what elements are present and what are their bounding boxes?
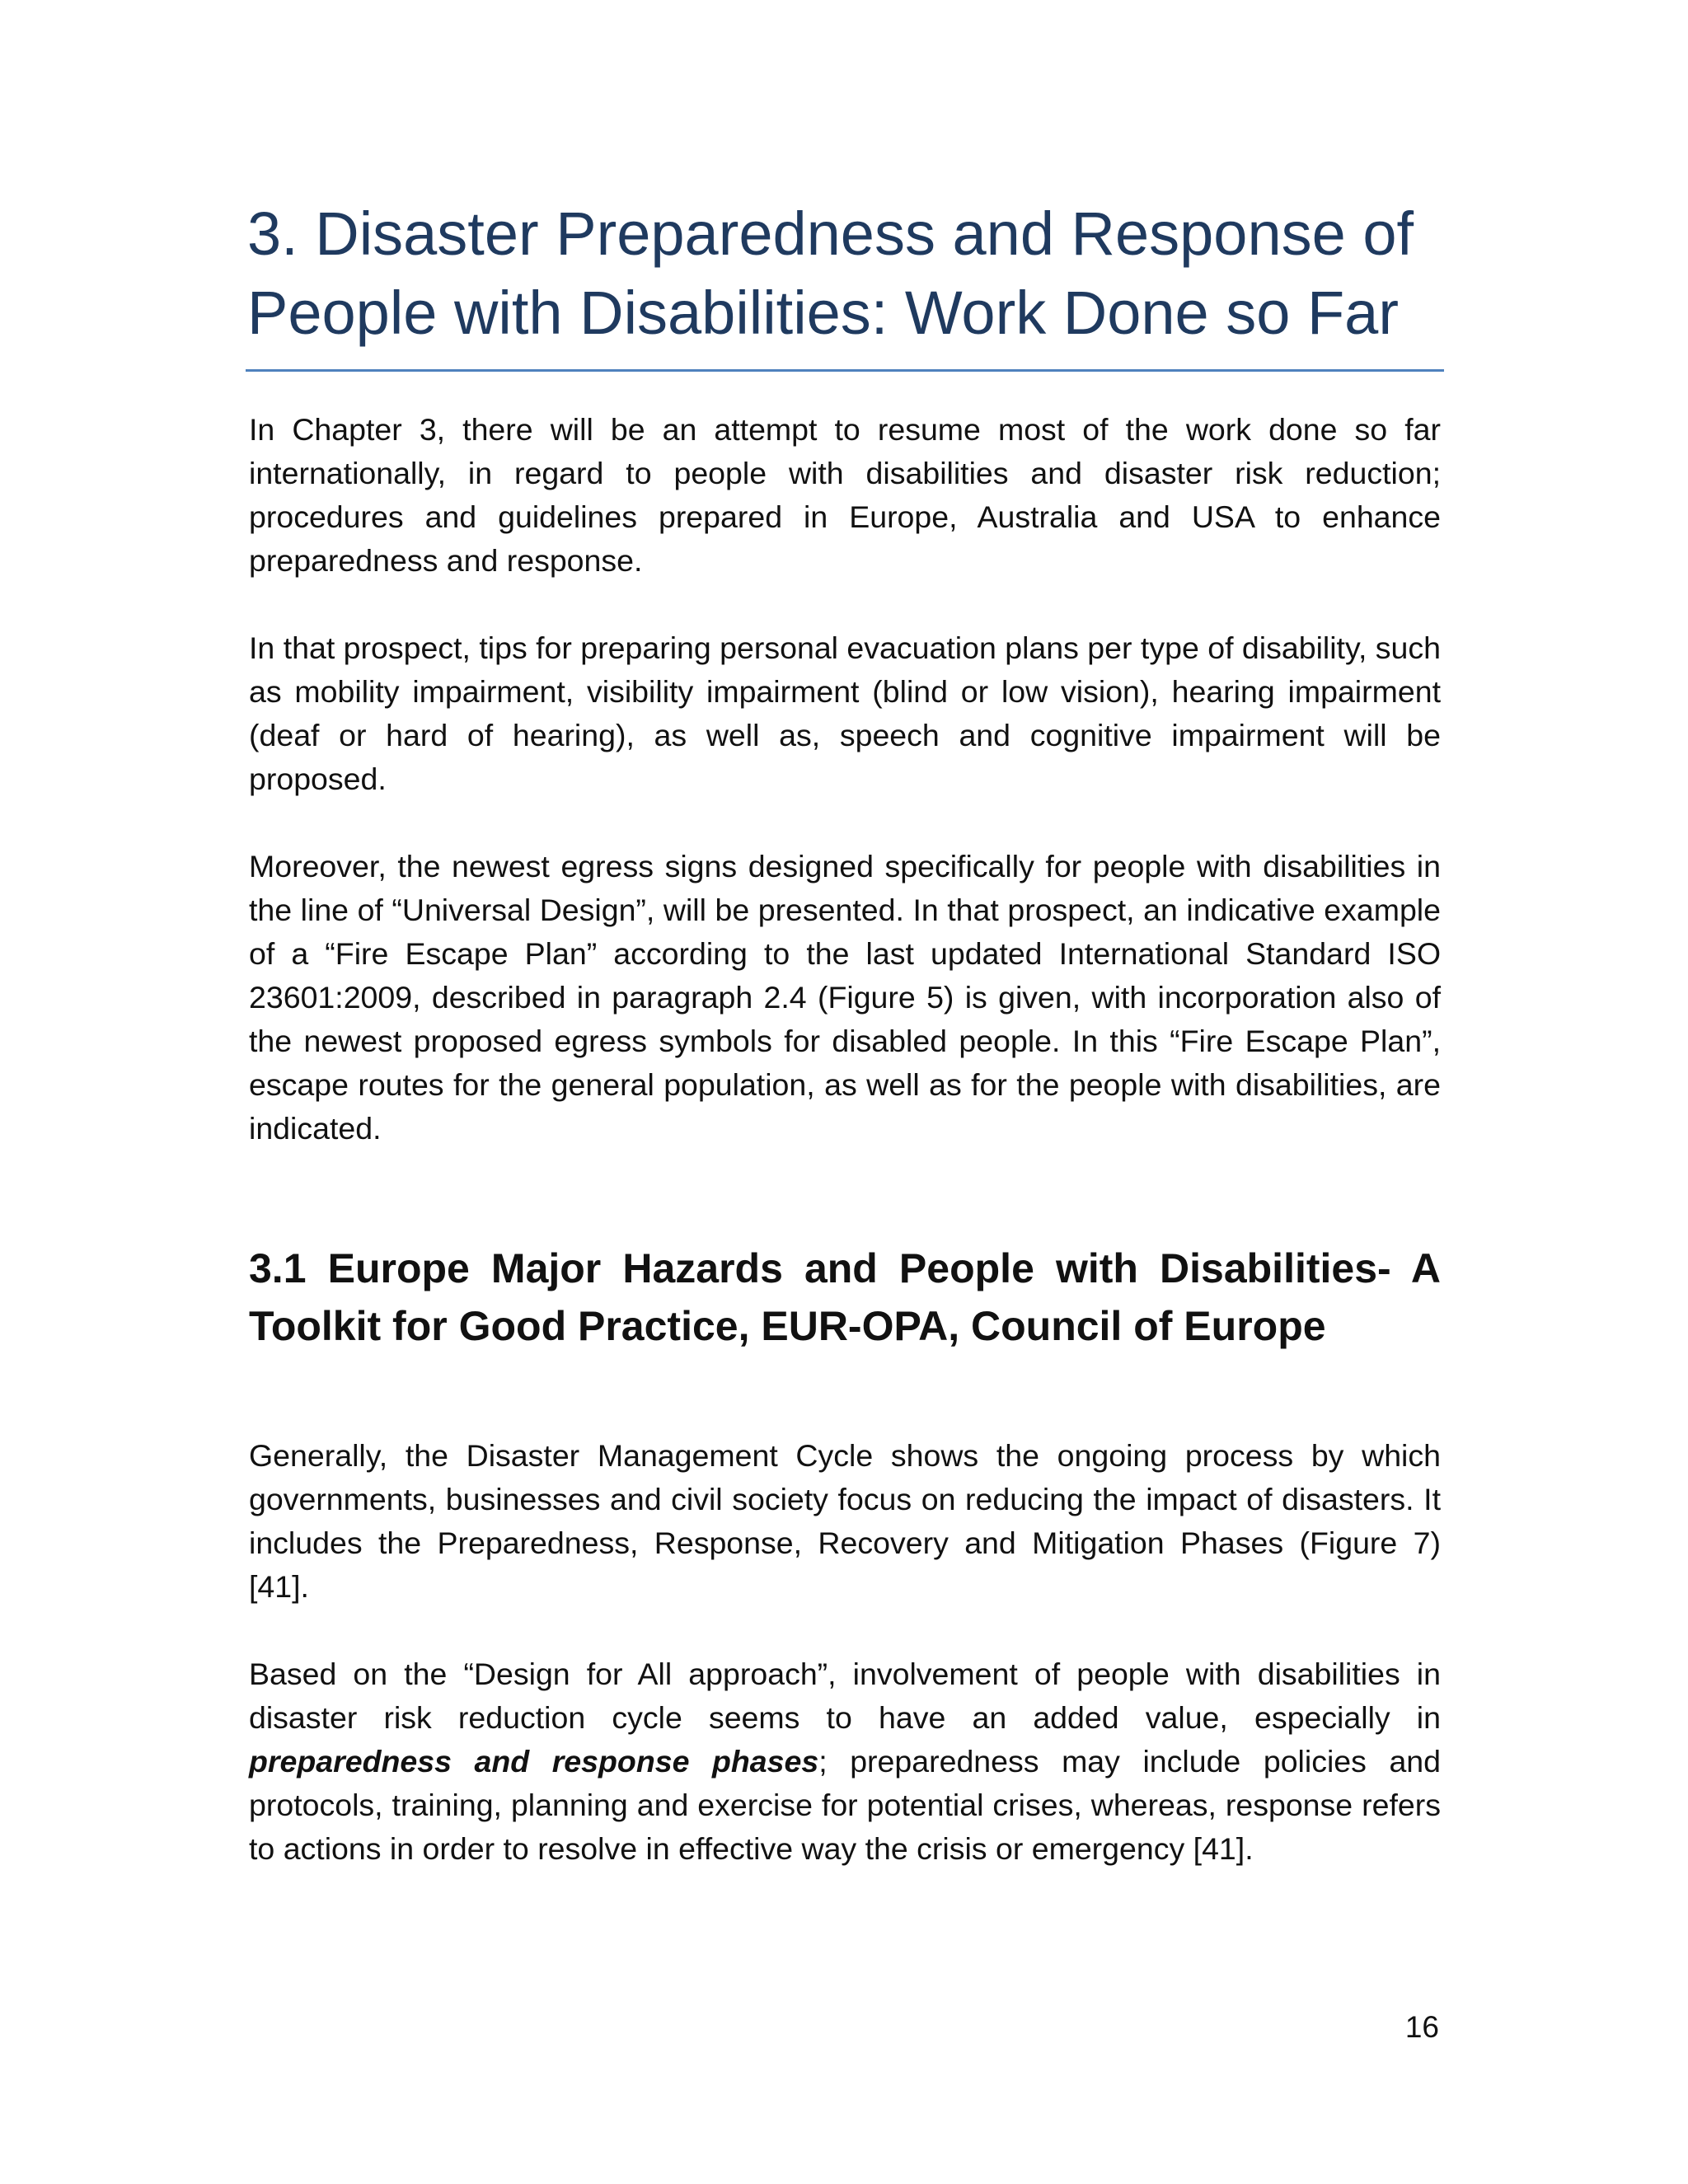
intro-paragraph-3: Moreover, the newest egress signs designed specifically for people with disabilities in the line of “Universal Design”, will be presented. In that prospect, an indicative example of a “Fire Escape Plan” according to the last updated International Standard ISO 23601:2009, described in paragraph 2.4 (Figure 5) is given, with incorporation also of the newest proposed egress symbols for disabled people. In this “Fire Escape Plan”, escape routes for the general population, as well as for the people with disabilities, are indicated.	[249, 849, 1441, 1146]
chapter-title: 3. Disaster Preparedness and Response of People with Disabilities: Work Done so Far	[247, 199, 1414, 347]
title-divider	[246, 369, 1444, 372]
paragraph-text-lead: Based on the “Design for All approach”, involvement of people with disabilities in disaster risk reduction cycle seems to have an added value, especially in	[249, 1657, 1441, 1735]
intro-paragraph-2: In that prospect, tips for preparing personal evacuation plans per type of disability, such as mobility impairment, visibility impairment (blind or low vision), hearing impairment (deaf or hard of hearing), as well as, speech and cognitive impairment will be proposed.	[249, 630, 1441, 796]
section-3-1-paragraph-1: Generally, the Disaster Management Cycle shows the ongoing process by which governments, businesses and civil society focus on reducing the impact of disasters. It includes the Preparedness, Response, Recovery and Mitigation Phases (Figure 7) [41].	[249, 1438, 1441, 1604]
intro-paragraph-1: In Chapter 3, there will be an attempt to resume most of the work done so far internationally, in regard to people with disabilities and disaster risk reduction; procedures and guidelines prepared in Europe, Australia and USA to enhance preparedness and response.	[249, 412, 1441, 578]
page-number: 16	[1404, 2010, 1439, 2044]
paragraph-text-tail: ; preparedness may include policies and protocols, training, planning and exercise for potential crises, whereas, response refers to actions in order to resolve in effective way the crisis or emergency [41].	[249, 1744, 1442, 1866]
section-3-1-title: 3.1 Europe Major Hazards and People with Disabilities- A Toolkit for Good Practice, EUR-OPA, Council of Europe	[249, 1245, 1441, 1349]
section-3-1-paragraph-2	[249, 1652, 1441, 1871]
emphasis-phases: preparedness and response phases	[249, 1744, 819, 1779]
